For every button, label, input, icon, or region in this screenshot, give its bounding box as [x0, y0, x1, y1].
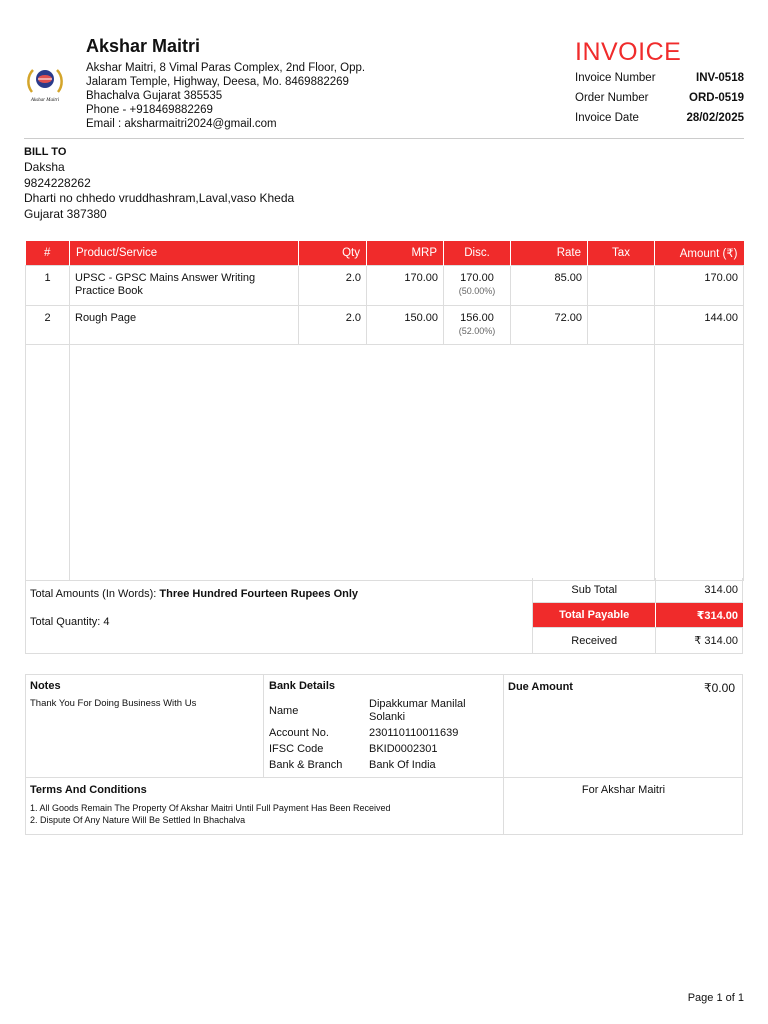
- filler-cell: [70, 344, 655, 580]
- received-value: ₹ 314.00: [655, 628, 743, 653]
- totals-summary: [26, 578, 532, 653]
- order-number-row: [575, 92, 744, 112]
- notes-box: [26, 675, 264, 777]
- table-row: [26, 265, 744, 305]
- col-header-disc: Disc.: [444, 241, 511, 265]
- table-header-row: [26, 241, 744, 265]
- bank-ifsc-row: [269, 743, 498, 756]
- terms-line: 1. All Goods Remain The Property Of Akshar Maitri Until Full Payment Has Been Received: [30, 803, 391, 813]
- amount-in-words-value: Three Hundred Fourteen Rupees Only: [159, 588, 359, 600]
- col-header-mrp: MRP: [367, 241, 444, 265]
- page-number: Page 1 of 1: [687, 992, 744, 1004]
- col-header-amount: Amount (₹): [655, 241, 744, 265]
- notes-label: Notes: [30, 680, 61, 692]
- company-phone: Phone - +918469882269: [86, 104, 213, 116]
- row-tax: [588, 265, 655, 305]
- logo-caption: Akshar Maitri: [30, 97, 60, 103]
- bank-details-label: Bank Details: [269, 680, 336, 692]
- invoice-header: [24, 36, 744, 138]
- terms-line: 2. Dispute Of Any Nature Will Be Settled In Bhachalva: [30, 815, 246, 825]
- customer-name: Daksha: [24, 160, 65, 174]
- row-number: 2: [26, 305, 70, 344]
- due-amount-box: [504, 675, 743, 777]
- totals-section: [25, 578, 743, 654]
- order-number-label: Order Number: [575, 92, 649, 104]
- subtotal-value: 314.00: [655, 578, 743, 602]
- filler-cell: [26, 344, 70, 580]
- bank-name-row: [269, 698, 498, 724]
- row-product: Rough Page: [70, 305, 299, 344]
- table-filler-row: [26, 344, 744, 580]
- received-label: Received: [571, 634, 618, 647]
- bank-account-row: [269, 727, 498, 740]
- company-info: [86, 36, 365, 131]
- terms-box: [26, 777, 504, 835]
- company-logo: [24, 62, 66, 104]
- total-payable-row: [533, 603, 743, 628]
- row-disc: [444, 305, 511, 344]
- row-qty: 2.0: [299, 305, 367, 344]
- received-row: [533, 628, 743, 653]
- total-payable-label: Total Payable: [559, 609, 630, 621]
- total-quantity: Total Quantity: 4: [30, 616, 110, 628]
- order-number: ORD-0519: [689, 92, 744, 104]
- invoice-title: INVOICE: [575, 38, 682, 66]
- ifsc-label: IFSC Code: [269, 743, 324, 755]
- invoice-date-label: Invoice Date: [575, 112, 639, 124]
- invoice-meta: [575, 72, 744, 132]
- invoice-number: INV-0518: [696, 72, 744, 84]
- row-tax: [588, 305, 655, 344]
- totals-figures: [532, 578, 743, 653]
- subtotal-label: Sub Total: [571, 584, 618, 596]
- col-header-qty: Qty: [299, 241, 367, 265]
- row-number: 1: [26, 265, 70, 305]
- bill-to: [24, 146, 294, 222]
- row-qty: 2.0: [299, 265, 367, 305]
- row-disc-amount: 170.00: [460, 271, 494, 284]
- ifsc-code: BKID0002301: [369, 743, 438, 755]
- bank-branch-label: Bank & Branch: [269, 759, 343, 771]
- customer-state: Gujarat 387380: [24, 206, 107, 221]
- notes-text: Thank You For Doing Business With Us: [30, 698, 197, 709]
- bank-branch-row: [269, 759, 498, 772]
- customer-address: Dharti no chhedo vruddhashram,Laval,vaso Kheda: [24, 191, 295, 205]
- company-address-line: Jalaram Temple, Highway, Deesa, Mo. 8469882269: [86, 76, 349, 88]
- bank-account-holder: Dipakkumar Manilal Solanki: [369, 698, 466, 723]
- customer-phone: 9824228262: [24, 175, 91, 190]
- col-header-product: Product/Service: [70, 241, 299, 265]
- row-product: UPSC - GPSC Mains Answer Writing Practice Book: [70, 265, 299, 305]
- col-header-tax: Tax: [588, 241, 655, 265]
- row-amount: 144.00: [655, 305, 744, 344]
- table-row: [26, 305, 744, 344]
- laurel-logo-icon: [24, 64, 66, 98]
- account-number: 230110110011639: [369, 727, 459, 739]
- subtotal-row: [533, 578, 743, 603]
- invoice-date: 28/02/2025: [686, 112, 744, 124]
- row-disc: [444, 265, 511, 305]
- total-payable-value: ₹314.00: [655, 603, 743, 627]
- due-amount-label: Due Amount: [508, 681, 573, 693]
- invoice-date-row: [575, 112, 744, 132]
- row-mrp: 150.00: [367, 305, 444, 344]
- invoice-number-label: Invoice Number: [575, 72, 656, 84]
- header-divider: [24, 138, 744, 139]
- bank-name-label: Name: [269, 705, 299, 717]
- items-table: [25, 241, 744, 581]
- filler-cell: [655, 344, 744, 580]
- terms-label: Terms And Conditions: [30, 784, 147, 796]
- invoice-number-row: [575, 72, 744, 92]
- amount-in-words-label: Total Amounts (In Words):: [30, 588, 160, 600]
- amount-in-words: [30, 588, 358, 600]
- row-amount: 170.00: [655, 265, 744, 305]
- bank-details-box: [264, 675, 504, 777]
- row-rate: 72.00: [511, 305, 588, 344]
- company-address-line: Bhachalva Gujarat 385535: [86, 90, 223, 102]
- col-header-number: #: [26, 241, 70, 265]
- row-disc-percent: (52.00%): [458, 325, 496, 336]
- row-disc-percent: (50.00%): [458, 285, 496, 296]
- account-number-label: Account No.: [269, 727, 329, 739]
- bill-to-label: BILL TO: [24, 146, 67, 158]
- row-mrp: 170.00: [367, 265, 444, 305]
- company-address-line: Akshar Maitri, 8 Vimal Paras Complex, 2nd Floor, Opp.: [86, 62, 366, 74]
- bank-branch: Bank Of India: [369, 759, 436, 771]
- row-rate: 85.00: [511, 265, 588, 305]
- due-amount-value: ₹0.00: [704, 681, 735, 695]
- company-email: Email : aksharmaitri2024@gmail.com: [86, 118, 277, 130]
- company-name: Akshar Maitri: [86, 36, 201, 56]
- row-disc-amount: 156.00: [460, 311, 494, 324]
- signature-box: For Akshar Maitri: [504, 777, 743, 835]
- footer-section: [25, 674, 743, 835]
- col-header-rate: Rate: [511, 241, 588, 265]
